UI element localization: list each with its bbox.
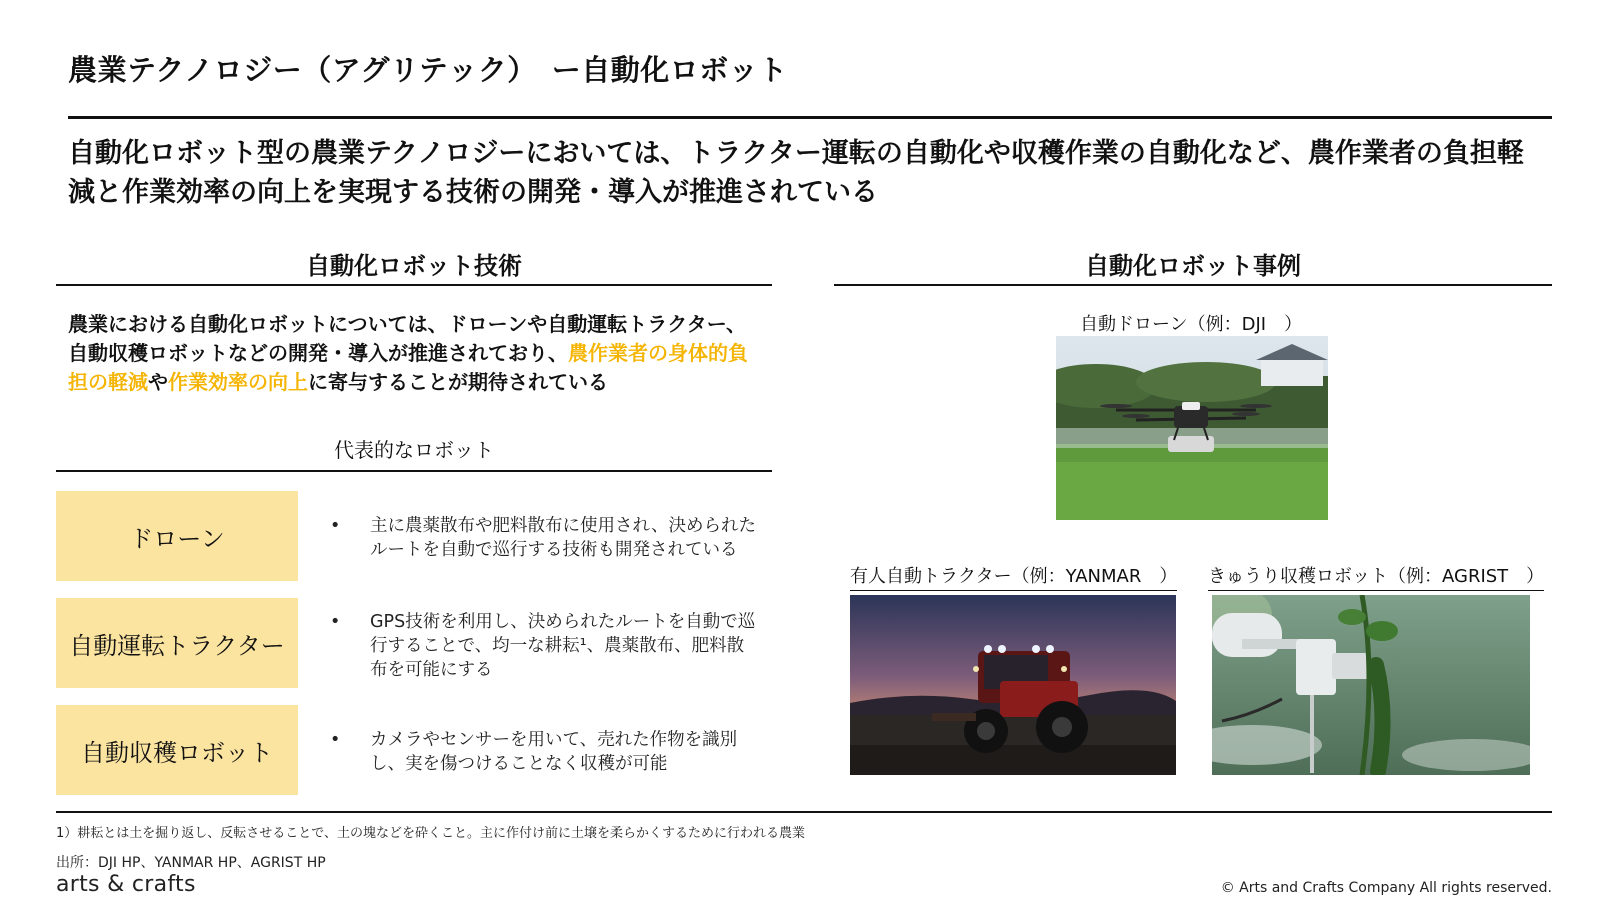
bullet-icon: • (330, 612, 341, 632)
robot-desc-tractor (330, 610, 760, 682)
footer-divider (56, 811, 1552, 813)
tractor-image (850, 595, 1176, 775)
drone-example-caption: 自動ドローン（例：DJI ） (1080, 310, 1302, 339)
robot-desc-drone (330, 514, 760, 562)
intro-highlight-1: 農作業者の身体的負担の軽減 (68, 341, 748, 394)
robot-name-box-harvest (56, 705, 298, 795)
company-logo: arts & crafts (56, 872, 196, 897)
lead-statement: 自動化ロボット型の農業テクノロジーにおいては、トラクター運転の自動化や収穫作業の自動化など、農作業者の負担軽減と作業効率の向上を実現する技術の開発・導入が推進されている (68, 138, 1524, 208)
drone-image (1056, 336, 1328, 520)
left-section-heading: 自動化ロボット技術 (306, 252, 522, 280)
robot-name: 自動収穫ロボット (81, 738, 273, 767)
tractor-photo (850, 595, 1176, 775)
robot-name-box-drone (56, 491, 298, 581)
intro-part-3: に寄与することが期待されている (308, 370, 608, 394)
right-section-heading: 自動化ロボット事例 (1085, 252, 1301, 280)
intro-part-2: や (148, 370, 168, 394)
right-section-divider (834, 284, 1552, 286)
tractor-example-caption: 有人自動トラクター（例：YANMAR ） (850, 562, 1177, 591)
robot-name: ドローン (129, 524, 225, 553)
left-section-divider (56, 284, 772, 286)
cucumber-robot-photo (1212, 595, 1530, 775)
representative-robots-label: 代表的なロボット (334, 438, 494, 462)
cucumber-robot-example-caption: きゅうり収穫ロボット（例：AGRIST ） (1208, 562, 1544, 591)
drone-photo (1056, 336, 1328, 520)
robot-desc-text: 主に農薬散布や肥料散布に使用され、決められたルートを自動で巡行する技術も開発されている (370, 516, 757, 560)
cucumber-robot-image (1212, 595, 1530, 775)
representative-robots-divider (56, 470, 772, 472)
copyright: © Arts and Crafts Company All rights reserved. (1220, 880, 1552, 896)
robot-name: 自動運転トラクター (69, 631, 285, 660)
page-title: 農業テクノロジー（アグリテック） ー自動化ロボット (68, 53, 788, 87)
robot-desc-text: カメラやセンサーを用いて、売れた作物を識別し、実を傷つけることなく収穫が可能 (370, 730, 738, 774)
source-note: 出所：DJI HP、YANMAR HP、AGRIST HP (56, 855, 326, 871)
robot-desc-text: GPS技術を利用し、決められたルートを自動で巡行することで、均一な耕耘¹、農薬散布、肥料散布を可能にする (370, 612, 756, 680)
intro-highlight-2: 作業効率の向上 (168, 370, 308, 394)
robot-desc-harvest (330, 728, 760, 776)
bullet-icon: • (330, 516, 341, 536)
footnote: 1）耕耘とは土を掘り返し、反転させることで、土の塊などを砕くこと。主に作付け前に土壌を柔らかくするために行われる農業 (56, 826, 806, 841)
robot-intro-text (68, 310, 758, 397)
intro-part-1: 農業における自動化ロボットについては、ドローンや自動運転トラクター、自動収穫ロボットなどの開発・導入が推進されており、 (68, 312, 746, 365)
title-divider (68, 116, 1552, 119)
bullet-icon: • (330, 730, 341, 750)
robot-name-box-tractor (56, 598, 298, 688)
